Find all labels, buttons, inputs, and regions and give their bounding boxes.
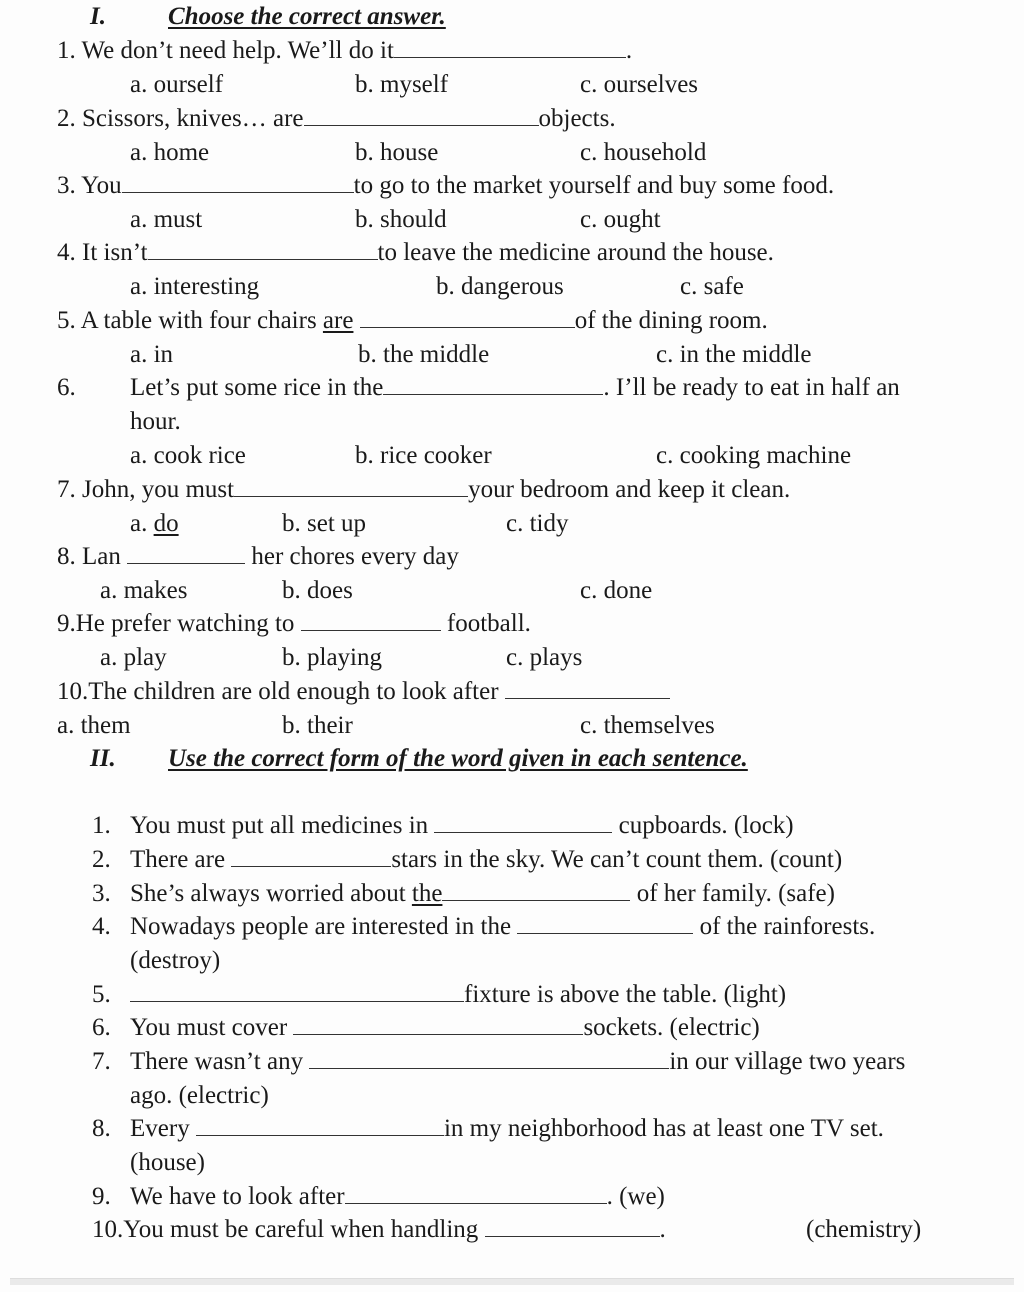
item-2-end: stars in the sky. We can’t count them. (count) — [391, 846, 843, 873]
answer-blank[interactable] — [360, 309, 575, 328]
item-6 — [130, 1015, 760, 1040]
item-number: 1. — [92, 812, 111, 839]
answer-blank[interactable] — [517, 915, 693, 934]
option-a: a. them — [57, 712, 131, 739]
item-7-continued: ago. (electric) — [130, 1082, 269, 1109]
item-10-hint: (chemistry) — [806, 1216, 922, 1243]
option-a: a. in — [130, 341, 174, 368]
answer-blank[interactable] — [304, 107, 539, 126]
question-8 — [57, 544, 459, 569]
option-a: a. makes — [100, 577, 188, 604]
question-8-text: 8. Lan — [57, 543, 121, 570]
section-1-title: Choose the correct answer. — [168, 3, 446, 30]
item-3 — [130, 881, 835, 906]
answer-blank[interactable] — [442, 882, 630, 901]
section-2-number: II. — [90, 745, 116, 772]
item-10 — [92, 1217, 666, 1242]
option-b: b. does — [282, 577, 353, 604]
item-7-text: There wasn’t any — [130, 1048, 304, 1075]
item-number: 3. — [92, 880, 111, 907]
question-3-end: to go to the market yourself and buy some food. — [353, 172, 835, 199]
question-5-underlined: are — [322, 307, 354, 334]
question-2-text: 2. Scissors, knives… are — [57, 105, 304, 132]
question-5 — [57, 308, 768, 333]
question-9-text: 9.He prefer watching to — [57, 610, 295, 637]
item-6-end: sockets. (electric) — [583, 1014, 760, 1041]
item-1-end: cupboards. (lock) — [618, 812, 794, 839]
answer-blank[interactable] — [130, 983, 464, 1002]
item-number: 6. — [92, 1014, 111, 1041]
answer-blank[interactable] — [345, 1185, 607, 1204]
item-8-text: Every — [130, 1115, 190, 1142]
question-7 — [57, 477, 790, 502]
item-8 — [130, 1116, 884, 1141]
section-2-title: Use the correct form of the word given in each sentence. — [168, 745, 748, 772]
answer-blank[interactable] — [485, 1218, 660, 1237]
option-b: b. the middle — [358, 341, 490, 368]
item-6-text: You must cover — [130, 1014, 288, 1041]
item-7-end: in our village two years — [669, 1048, 906, 1075]
option-a-letter: a. — [130, 510, 154, 537]
answer-blank[interactable] — [505, 680, 670, 699]
item-4-text: Nowadays people are interested in the — [130, 913, 512, 940]
question-6-text: Let’s put some rice in the — [130, 374, 384, 401]
option-c: c. plays — [506, 644, 583, 671]
page-bottom-divider — [10, 1278, 1014, 1285]
item-3-text: She’s always worried about — [130, 880, 406, 907]
answer-blank[interactable] — [383, 376, 603, 395]
item-4 — [130, 914, 875, 939]
option-b: b. dangerous — [436, 273, 564, 300]
item-number: 7. — [92, 1048, 111, 1075]
question-2 — [57, 106, 616, 131]
option-a: a. ourself — [130, 71, 224, 98]
option-b: b. should — [355, 206, 447, 233]
item-7 — [130, 1049, 905, 1074]
question-4 — [57, 240, 774, 265]
item-3-underlined: the — [411, 880, 443, 907]
answer-blank[interactable] — [127, 545, 245, 564]
option-a — [130, 511, 179, 536]
option-c: c. household — [580, 139, 707, 166]
option-c: c. safe — [680, 273, 744, 300]
option-b: b. rice cooker — [355, 442, 492, 469]
item-number: 4. — [92, 913, 111, 940]
answer-blank[interactable] — [293, 1016, 583, 1035]
question-2-end: objects. — [538, 105, 616, 132]
question-5-end: of the dining room. — [574, 307, 768, 334]
item-number: 9. — [92, 1183, 111, 1210]
answer-blank[interactable] — [148, 241, 378, 260]
answer-blank[interactable] — [434, 814, 612, 833]
option-c: c. done — [580, 577, 653, 604]
item-8-end: in my neighborhood has at least one TV set. — [443, 1115, 884, 1142]
option-a: a. interesting — [130, 273, 260, 300]
question-6 — [130, 375, 900, 400]
answer-blank[interactable] — [309, 1050, 669, 1069]
answer-blank[interactable] — [196, 1117, 444, 1136]
item-10-text: You must be careful when handling — [123, 1216, 479, 1243]
item-2-text: There are — [130, 846, 226, 873]
item-8-continued: (house) — [130, 1149, 205, 1176]
option-c: c. cooking machine — [656, 442, 852, 469]
option-c: c. ourselves — [580, 71, 699, 98]
item-5 — [130, 982, 786, 1007]
option-c: c. in the middle — [656, 341, 812, 368]
item-9-end: . (we) — [606, 1183, 665, 1210]
section-1-number: I. — [90, 3, 106, 30]
question-6-continued: hour. — [130, 408, 181, 435]
question-6-number: 6. — [57, 374, 76, 401]
question-5-text: 5. A table with four chairs — [57, 307, 317, 334]
item-4-end: of the rainforests. — [699, 913, 876, 940]
option-a: a. must — [130, 206, 203, 233]
option-c: c. themselves — [580, 712, 715, 739]
item-10-end: . — [659, 1216, 666, 1243]
question-1 — [57, 38, 632, 63]
item-9 — [130, 1184, 665, 1209]
item-3-end: of her family. (safe) — [636, 880, 835, 907]
question-7-end: your bedroom and keep it clean. — [468, 476, 791, 503]
question-3 — [57, 173, 834, 198]
question-1-end: . — [625, 37, 633, 64]
question-10 — [57, 679, 670, 704]
option-a-underlined: do — [153, 510, 179, 537]
option-c: c. ought — [580, 206, 661, 233]
option-c: c. tidy — [506, 510, 569, 537]
question-6-end: . I’ll be ready to eat in half an — [603, 374, 900, 401]
answer-blank[interactable] — [231, 848, 391, 867]
item-number: 8. — [92, 1115, 111, 1142]
item-1 — [130, 813, 794, 838]
item-4-continued: (destroy) — [130, 947, 221, 974]
question-9-end: football. — [446, 610, 531, 637]
option-b: b. myself — [355, 71, 449, 98]
option-a: a. home — [130, 139, 210, 166]
question-1-text: 1. We don’t need help. We’ll do it — [57, 37, 394, 64]
item-1-text: You must put all medicines in — [130, 812, 429, 839]
answer-blank[interactable] — [122, 174, 354, 193]
question-7-text: 7. John, you must — [57, 476, 235, 503]
item-9-text: We have to look after — [130, 1183, 345, 1210]
question-8-end: her chores every day — [251, 543, 459, 570]
answer-blank[interactable] — [234, 478, 468, 497]
answer-blank[interactable] — [394, 39, 626, 58]
option-b: b. set up — [282, 510, 367, 537]
item-2 — [130, 847, 842, 872]
question-10-text: 10.The children are old enough to look after — [57, 678, 499, 705]
option-b: b. house — [355, 139, 439, 166]
question-3-text: 3. You — [57, 172, 122, 199]
question-4-end: to leave the medicine around the house. — [377, 239, 774, 266]
item-10-number: 10. — [92, 1216, 124, 1243]
answer-blank[interactable] — [301, 612, 441, 631]
item-number: 5. — [92, 981, 111, 1008]
item-5-end: fixture is above the table. (light) — [464, 981, 787, 1008]
option-a: a. cook rice — [130, 442, 246, 469]
option-b: b. playing — [282, 644, 382, 671]
option-a: a. play — [100, 644, 167, 671]
item-number: 2. — [92, 846, 111, 873]
question-9 — [57, 611, 531, 636]
option-b: b. their — [282, 712, 353, 739]
question-4-text: 4. It isn’t — [57, 239, 148, 266]
